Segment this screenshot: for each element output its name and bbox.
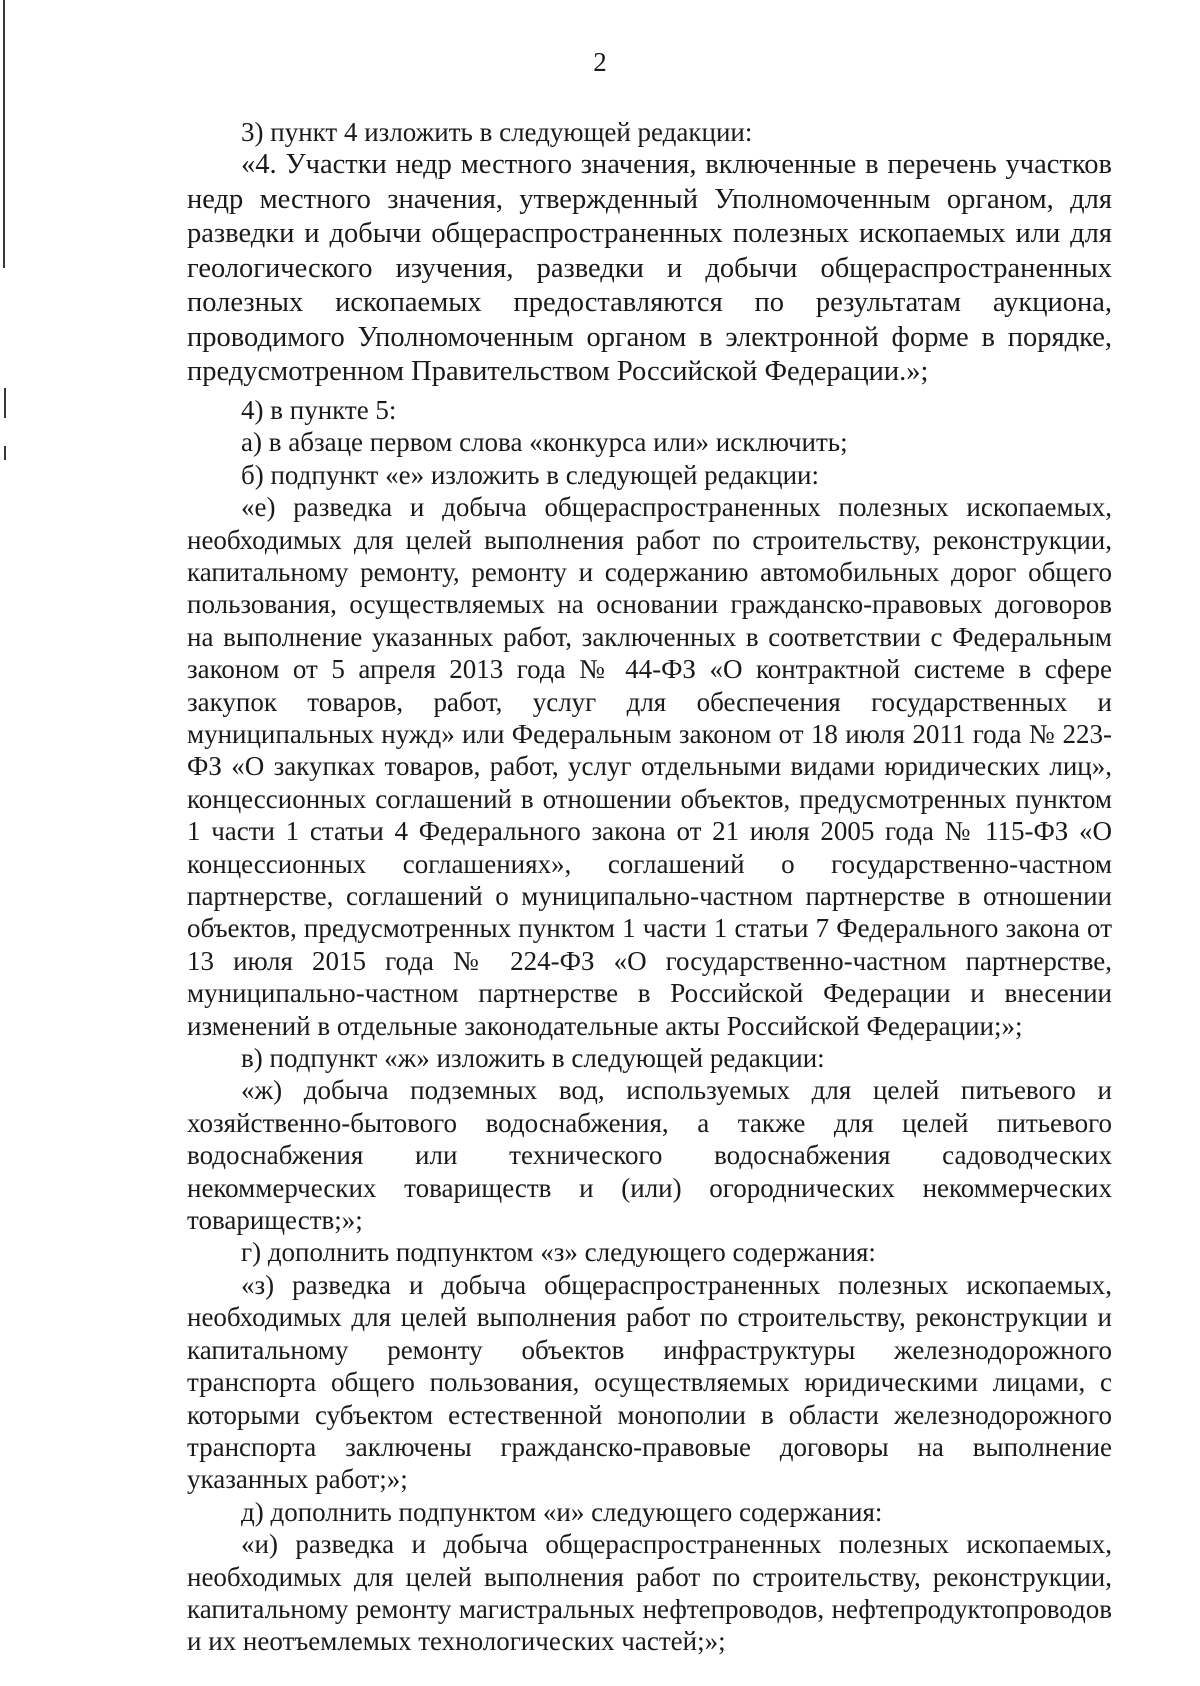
scan-edge-mark-top: [3, 0, 5, 268]
paragraph-subpoint-i-text: «и) разведка и добыча общераспространенных полезных ископаемых, необходимых для целей выполнения работ по строительству, реконструкции, капитальному ремонту магистральных нефтепроводов, нефтепродуктопроводов и их неотъемлемых технологических частей;»;: [187, 1529, 1112, 1657]
paragraph-item-3: 3) пункт 4 изложить в следующей редакции:: [241, 117, 753, 147]
paragraph-subpoint-z-text: «з) разведка и добыча общераспространенных полезных ископаемых, необходимых для целей выполнения работ по строительству, реконструкции и капитальному ремонту объектов инфраструктуры железнодорожного транспорта общего пользования, осуществляемых юридическими лицами, с которыми субъектом естественной монополии в области железнодорожного транспорта заключены гражданско-правовые договоры на выполнение указанных работ;»;: [187, 1269, 1112, 1495]
paragraph-subpoint-zh-text: «ж) добыча подземных вод, используемых для целей питьевого и хозяйственно-бытового водоснабжения, а также для целей питьевого водоснабжения или технического водоснабжения садоводческих некоммерческих товариществ и (или) огороднических некоммерческих товариществ;»;: [187, 1075, 1112, 1236]
document-body: [187, 116, 1112, 1658]
paragraph-point-4-text: «4. Участки недр местного значения, включенные в перечень участков недр местного значения, утвержденный Уполномоченным органом, для разведки и добычи общераспространенных полезных ископаемых или для геологического изучения, разведки и добычи общераспространенных полезных ископаемых предоставляются по результатам аукциона, проводимого Уполномоченным органом в электронной форме в порядке, предусмотренном Правительством Российской Федерации.»;: [187, 149, 1112, 388]
paragraph-item-4: 4) в пункте 5:: [241, 394, 397, 425]
page-number: 2: [593, 47, 607, 77]
scan-edge-mark-small: [4, 446, 6, 460]
scan-edge-mark-middle: [4, 388, 6, 418]
paragraph-subpoint-e-text: «е) разведка и добыча общераспространенных полезных ископаемых, необходимых для целей выполнения работ по строительству, реконструкции, капитальному ремонту, ремонту и содержанию автомобильных дорог общего пользования, осуществляемых на основании гражданско-правовых договоров на выполнение указанных работ, заключенных в соответствии с Федеральным законом от 5 апреля 2013 года № 44-ФЗ «О контрактной системе в сфере закупок товаров, работ, услуг для обеспечения государственных и муниципальных нужд» или Федеральным законом от 18 июля 2011 года № 223-ФЗ «О закупках товаров, работ, услуг отдельными видами юридических лиц», концессионных соглашений в отношении объектов, предусмотренных пунктом 1 части 1 статьи 4 Федерального закона от 21 июля 2005 года № 115-ФЗ «О концессионных соглашениях», соглашений о государственно-частном партнерстве, соглашений о муниципально-частном партнерстве в отношении объектов, предусмотренных пунктом 1 части 1 статьи 7 Федерального закона от 13 июля 2015 года № 224-ФЗ «О государственно-частном партнерстве, муниципально-частном партнерстве в Российской Федерации и внесении изменений в отдельные законодательные акты Российской Федерации;»;: [187, 492, 1112, 1041]
paragraph-subitem-b: б) подпункт «е» изложить в следующей редакции:: [241, 459, 819, 490]
paragraph-subitem-g: г) дополнить подпунктом «з» следующего содержания:: [241, 1237, 876, 1268]
paragraph-subitem-d: д) дополнить подпунктом «и» следующего содержания:: [241, 1496, 883, 1527]
paragraph-subitem-v: в) подпункт «ж» изложить в следующей редакции:: [241, 1043, 825, 1074]
paragraph-subitem-a: а) в абзаце первом слова «конкурса или» исключить;: [241, 427, 848, 458]
